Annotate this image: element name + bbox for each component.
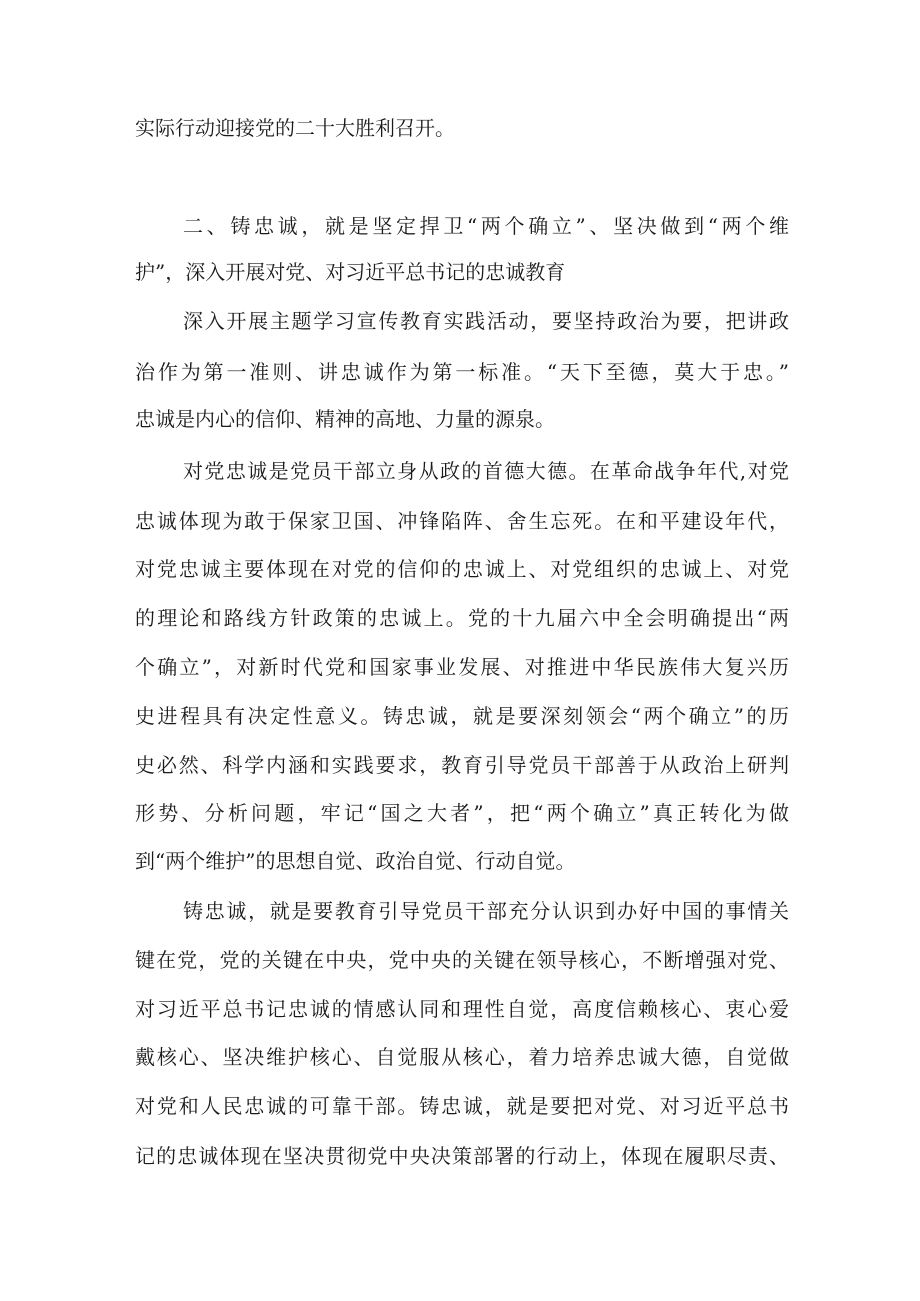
document-page: 实际行动迎接党的二十大胜利召开。 二、铸忠诚，就是坚定捍卫“两个确立”、坚决做到“两个维 护”，深入开展对党、对习近平总书记的忠诚教育 深入开展主题学习宣传教育实践活动，要坚持政治为要，把讲政 治作为第一准则、讲忠诚作为第一标准。“天下至德，莫大于忠。” 忠诚是内心的信仰、精神的高地、力量的源泉。 对党忠诚是党员干部立身从政的首德大德。在革命战争年代,对党 忠诚体现为敢于保家卫国、冲锋陷阵、舍生忘死。在和平建设年代， 对党忠诚主要体现在对党的信仰的忠诚上、对党组织的忠诚上、对党 的理论和路线方针政策的忠诚上。党的十九届六中全会明确提出“两 个确立”，对新时代党和国家事业发展、对推进中华民族伟大复兴历 史进程具有决定性意义。铸忠诚，就是要深刻领会“两个确立”的历 史必然、科学内涵和实践要求，教育引导党员干部善于从政治上研判 形势、分析问题，牢记“国之大者”，把“两个确立”真正转化为做 到“两个维护”的思想自觉、政治自觉、行动自觉。 铸忠诚，就是要教育引导党员干部充分认识到办好中国的事情关 键在党，党的关键在中央，党中央的关键在领导核心，不断增强对党、 对习近平总书记忠诚的情感认同和理性自觉，高度信赖核心、衷心爱 戴核心、坚决维护核心、自觉服从核心，着力培养忠诚大德，自觉做 对党和人民忠诚的可靠干部。铸忠诚，就是要把对党、对习近平总书 记的忠诚体现在坚决贯彻党中央决策部署的行动上，体现在履职尽责、 <box>135 116 789 1168</box>
